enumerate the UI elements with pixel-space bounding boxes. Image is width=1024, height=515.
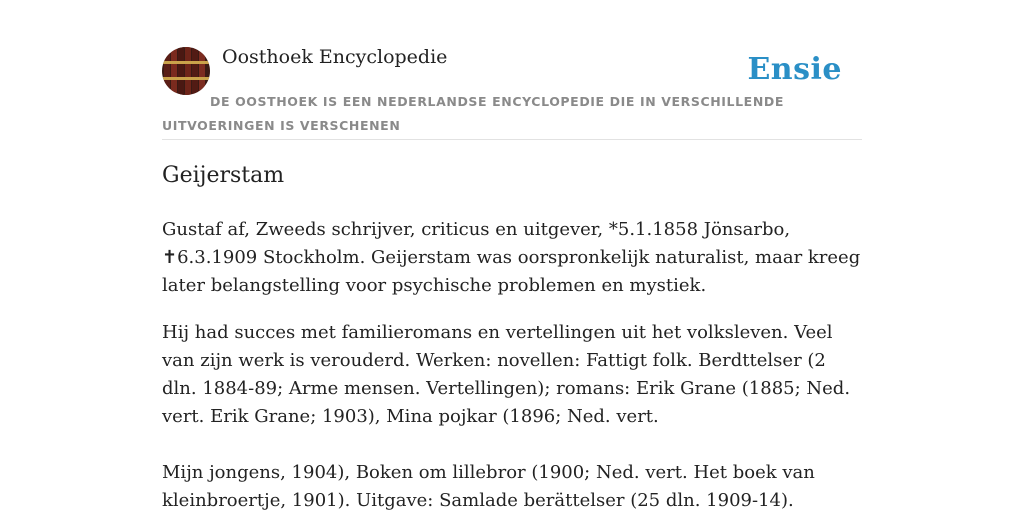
- page: [162, 0, 862, 511]
- site-header: [162, 0, 862, 140]
- book-spines-icon[interactable]: [162, 47, 210, 95]
- article-paragraph-3: Mijn jongens, 1904), Boken om lillebror (1900; Ned. vert. Het boek van kleinbroertje, 1901). Uitgave: Samlade berättelser (25 dln. 1909-14).: [162, 462, 815, 511]
- article-paragraph-1: Gustaf af, Zweeds schrijver, criticus en uitgever, *5.1.1858 Jönsarbo, ✝6.3.1909 Stockholm. Geijerstam was oorspronkelijk naturalist, maar kreeg later belangstelling voor psychische problemen en mystiek.: [162, 219, 861, 296]
- site-name-link[interactable]: Oosthoek Encyclopedie: [222, 46, 448, 68]
- site-tagline: DE OOSTHOEK IS EEN NEDERLANDSE ENCYCLOPEDIE DIE IN VERSCHILLENDE UITVOERINGEN IS VERSCHENEN: [162, 94, 784, 133]
- article-paragraph-2: Hij had succes met familieromans en vertellingen uit het volksleven. Veel van zijn werk is verouderd. Werken: novellen: Fattigt folk. Berdttelser (2 dln. 1884-89; Arme mensen. Vertellingen); romans: Erik Grane (1885; Ned. vert. Erik Grane; 1903), Mina pojkar (1896; Ned. vert.: [162, 322, 851, 427]
- article-title: Geijerstam: [162, 163, 285, 188]
- brand-logo[interactable]: Ensie: [747, 52, 842, 87]
